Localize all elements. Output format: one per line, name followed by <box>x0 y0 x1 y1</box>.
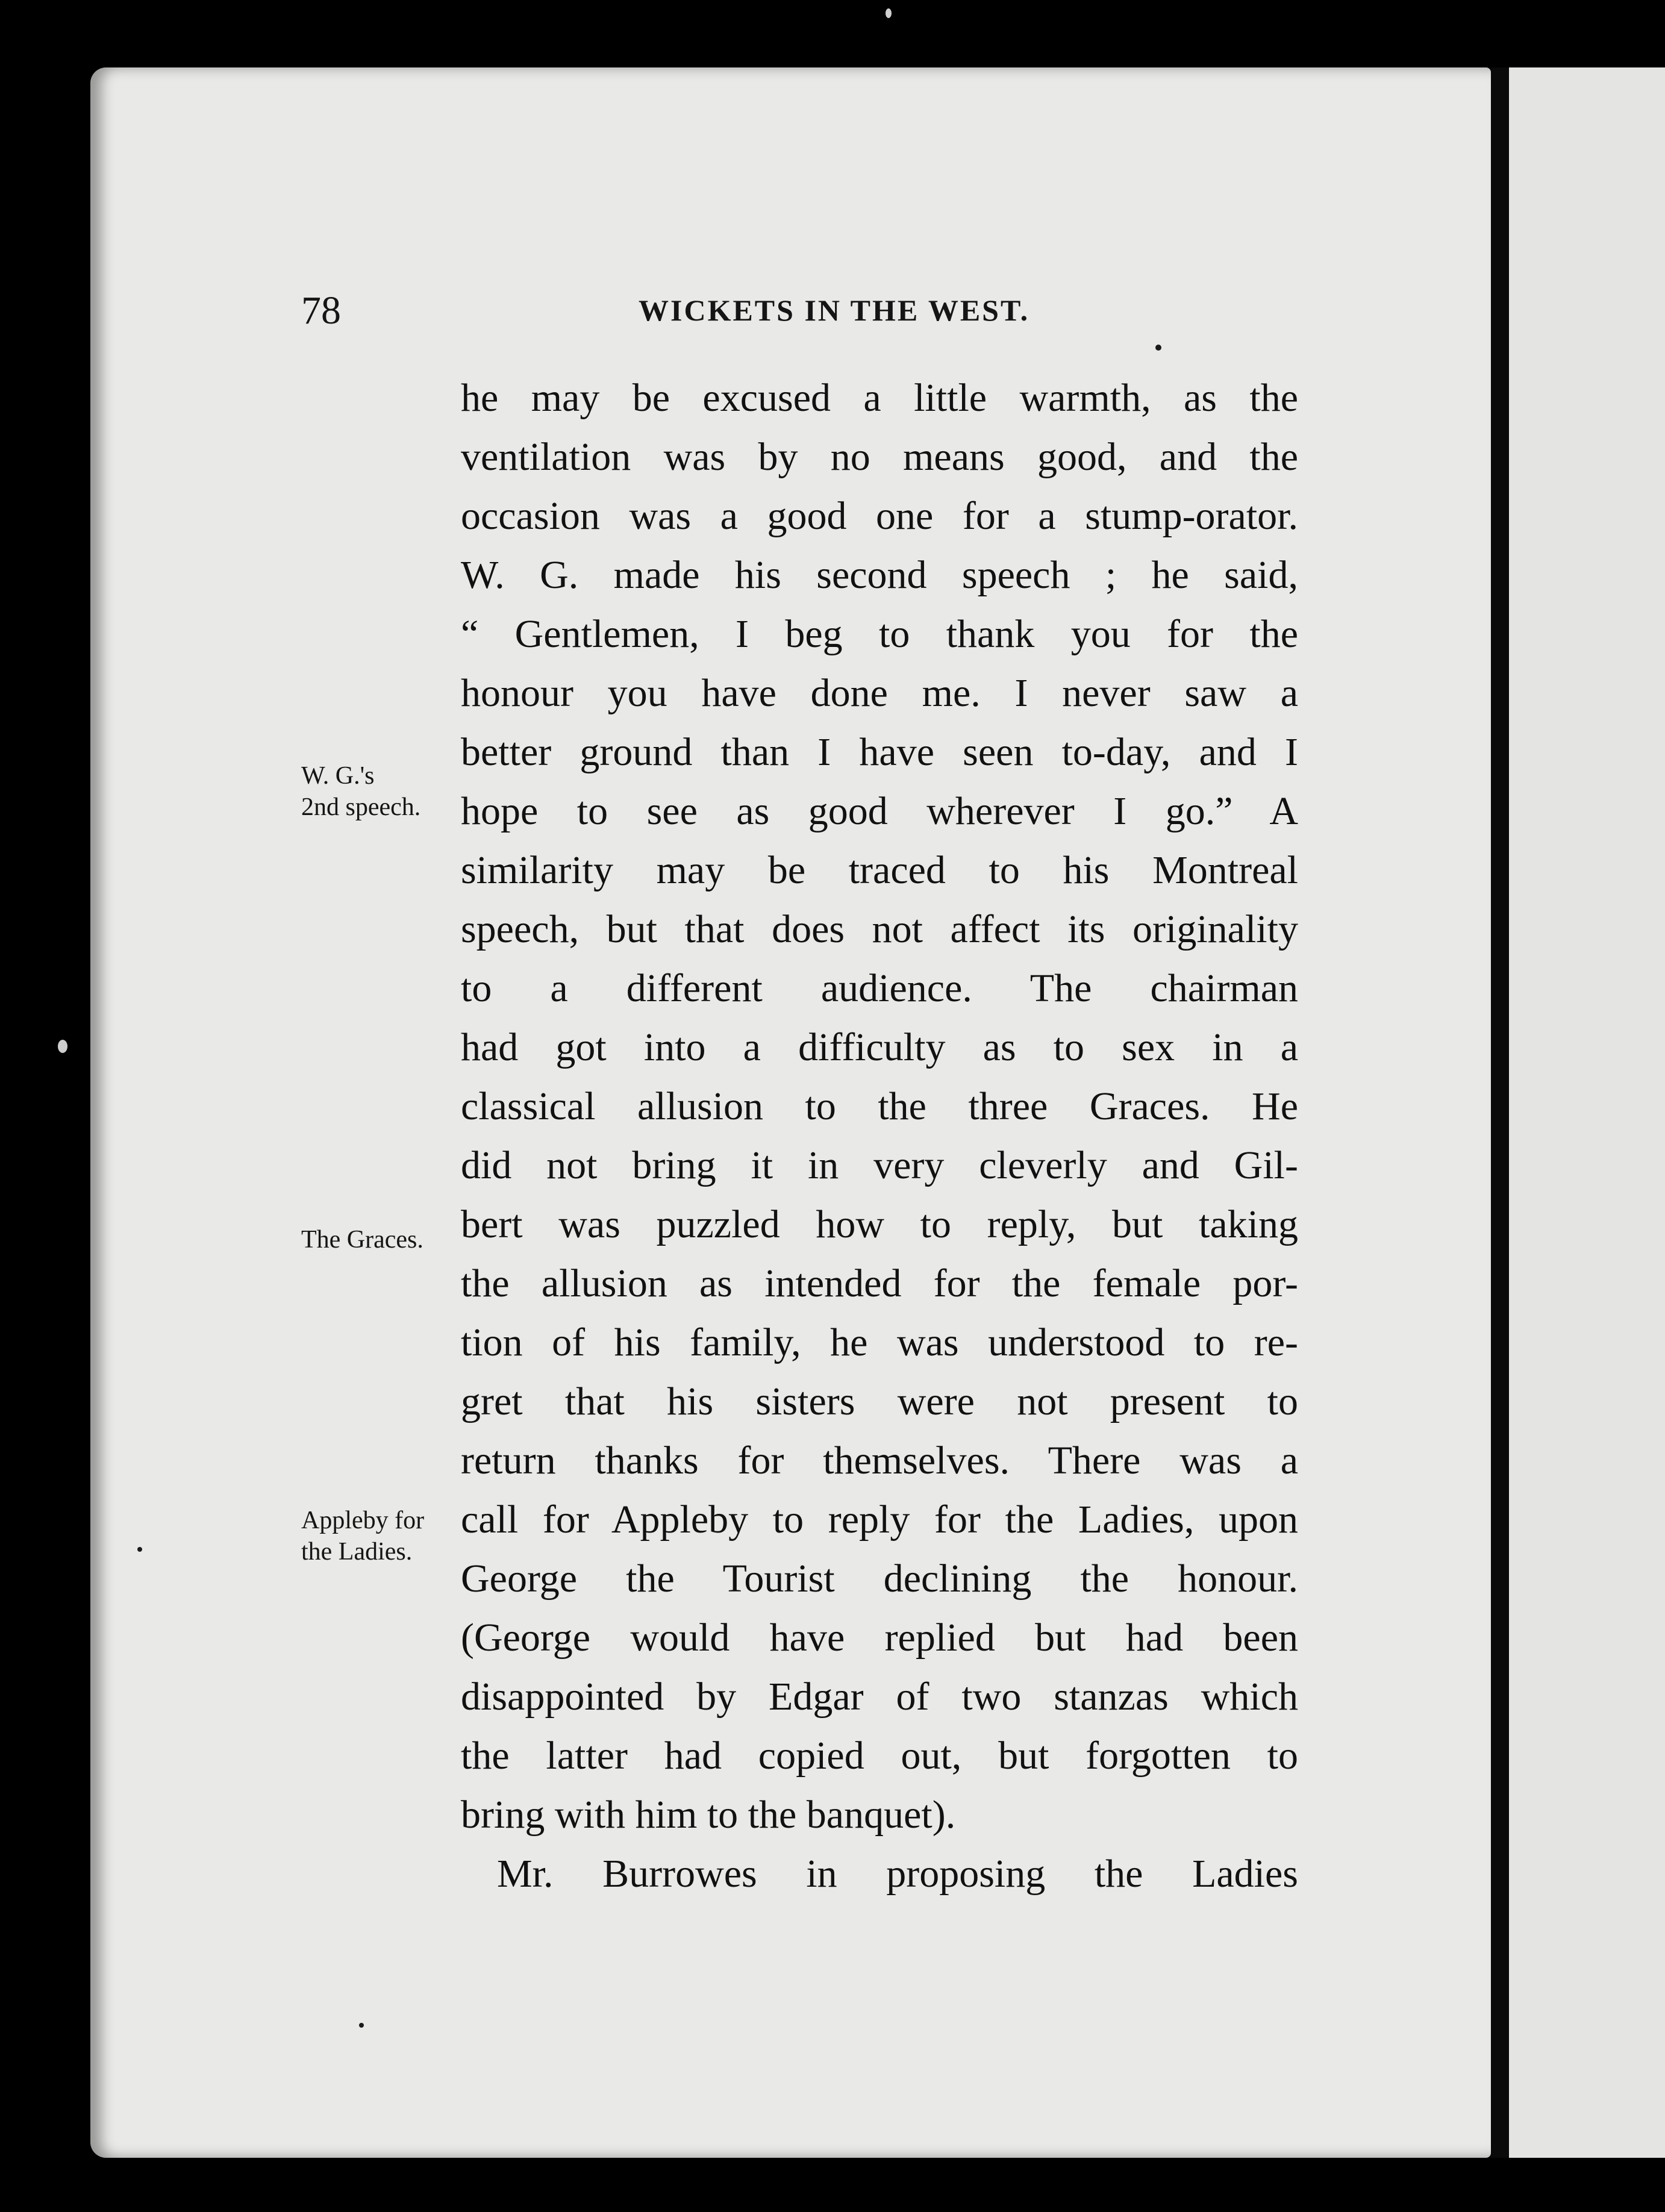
text-line: better ground than I have seen to-day, and I <box>461 730 1298 774</box>
margin-note-wg-speech <box>301 760 452 823</box>
page-header: WICKETS IN THE WEST. <box>639 293 1030 327</box>
text-line: honour you have done me. I never saw a <box>461 671 1298 715</box>
text-line: (George would have replied but had been <box>461 1616 1298 1660</box>
book-gutter <box>1491 67 1509 2158</box>
text-line: had got into a difficulty as to sex in a <box>461 1025 1298 1069</box>
margin-note-line: 2nd speech. <box>301 793 421 821</box>
margin-note-line: the Ladies. <box>301 1538 413 1566</box>
text-line: “ Gentlemen, I beg to thank you for the <box>461 612 1298 656</box>
scan-speck <box>359 2023 364 2028</box>
scan-speck <box>58 1040 67 1053</box>
text-line: W. G. made his second speech ; he said, <box>461 553 1298 597</box>
margin-note-appleby <box>301 1505 452 1567</box>
body-text <box>461 369 1298 1904</box>
margin-note-line: The Graces. <box>301 1226 423 1254</box>
text-line: to a different audience. The chairman <box>461 966 1298 1010</box>
text-line: bring with him to the banquet). <box>461 1793 956 1837</box>
text-line: disappointed by Edgar of two stanzas which <box>461 1675 1298 1719</box>
text-line: return thanks for themselves. There was a <box>461 1439 1298 1482</box>
text-line: he may be excused a little warmth, as the <box>461 376 1298 420</box>
text-line: Mr. Burrowes in proposing the Ladies <box>497 1852 1298 1896</box>
text-line: occasion was a good one for a stump-orator. <box>461 494 1298 538</box>
text-line: hope to see as good wherever I go.” A <box>461 789 1298 833</box>
running-head <box>301 288 1476 336</box>
text-line: similarity may be traced to his Montreal <box>461 848 1298 892</box>
scan-speck <box>1155 345 1161 351</box>
text-line: tion of his family, he was understood to re- <box>461 1320 1298 1364</box>
text-line: gret that his sisters were not present to <box>461 1379 1298 1423</box>
text-line: bert was puzzled how to reply, but taking <box>461 1202 1298 1246</box>
text-line: classical allusion to the three Graces. He <box>461 1084 1298 1128</box>
scan-speck <box>886 8 892 18</box>
text-line: speech, but that does not affect its originality <box>461 907 1298 951</box>
text-line: ventilation was by no means good, and the <box>461 435 1298 479</box>
text-line: George the Tourist declining the honour. <box>461 1557 1298 1601</box>
text-line: the latter had copied out, but forgotten to <box>461 1734 1298 1778</box>
text-line: the allusion as intended for the female por- <box>461 1261 1298 1305</box>
margin-note-graces <box>301 1224 452 1255</box>
scan-speck <box>137 1547 142 1552</box>
margin-note-line: W. G.'s <box>301 762 375 790</box>
text-line: call for Appleby to reply for the Ladies, upon <box>461 1498 1298 1542</box>
right-page <box>1509 67 1665 2158</box>
page-number: 78 <box>301 289 341 333</box>
text-line: did not bring it in very cleverly and Gil- <box>461 1143 1298 1187</box>
margin-note-line: Appleby for <box>301 1507 425 1534</box>
